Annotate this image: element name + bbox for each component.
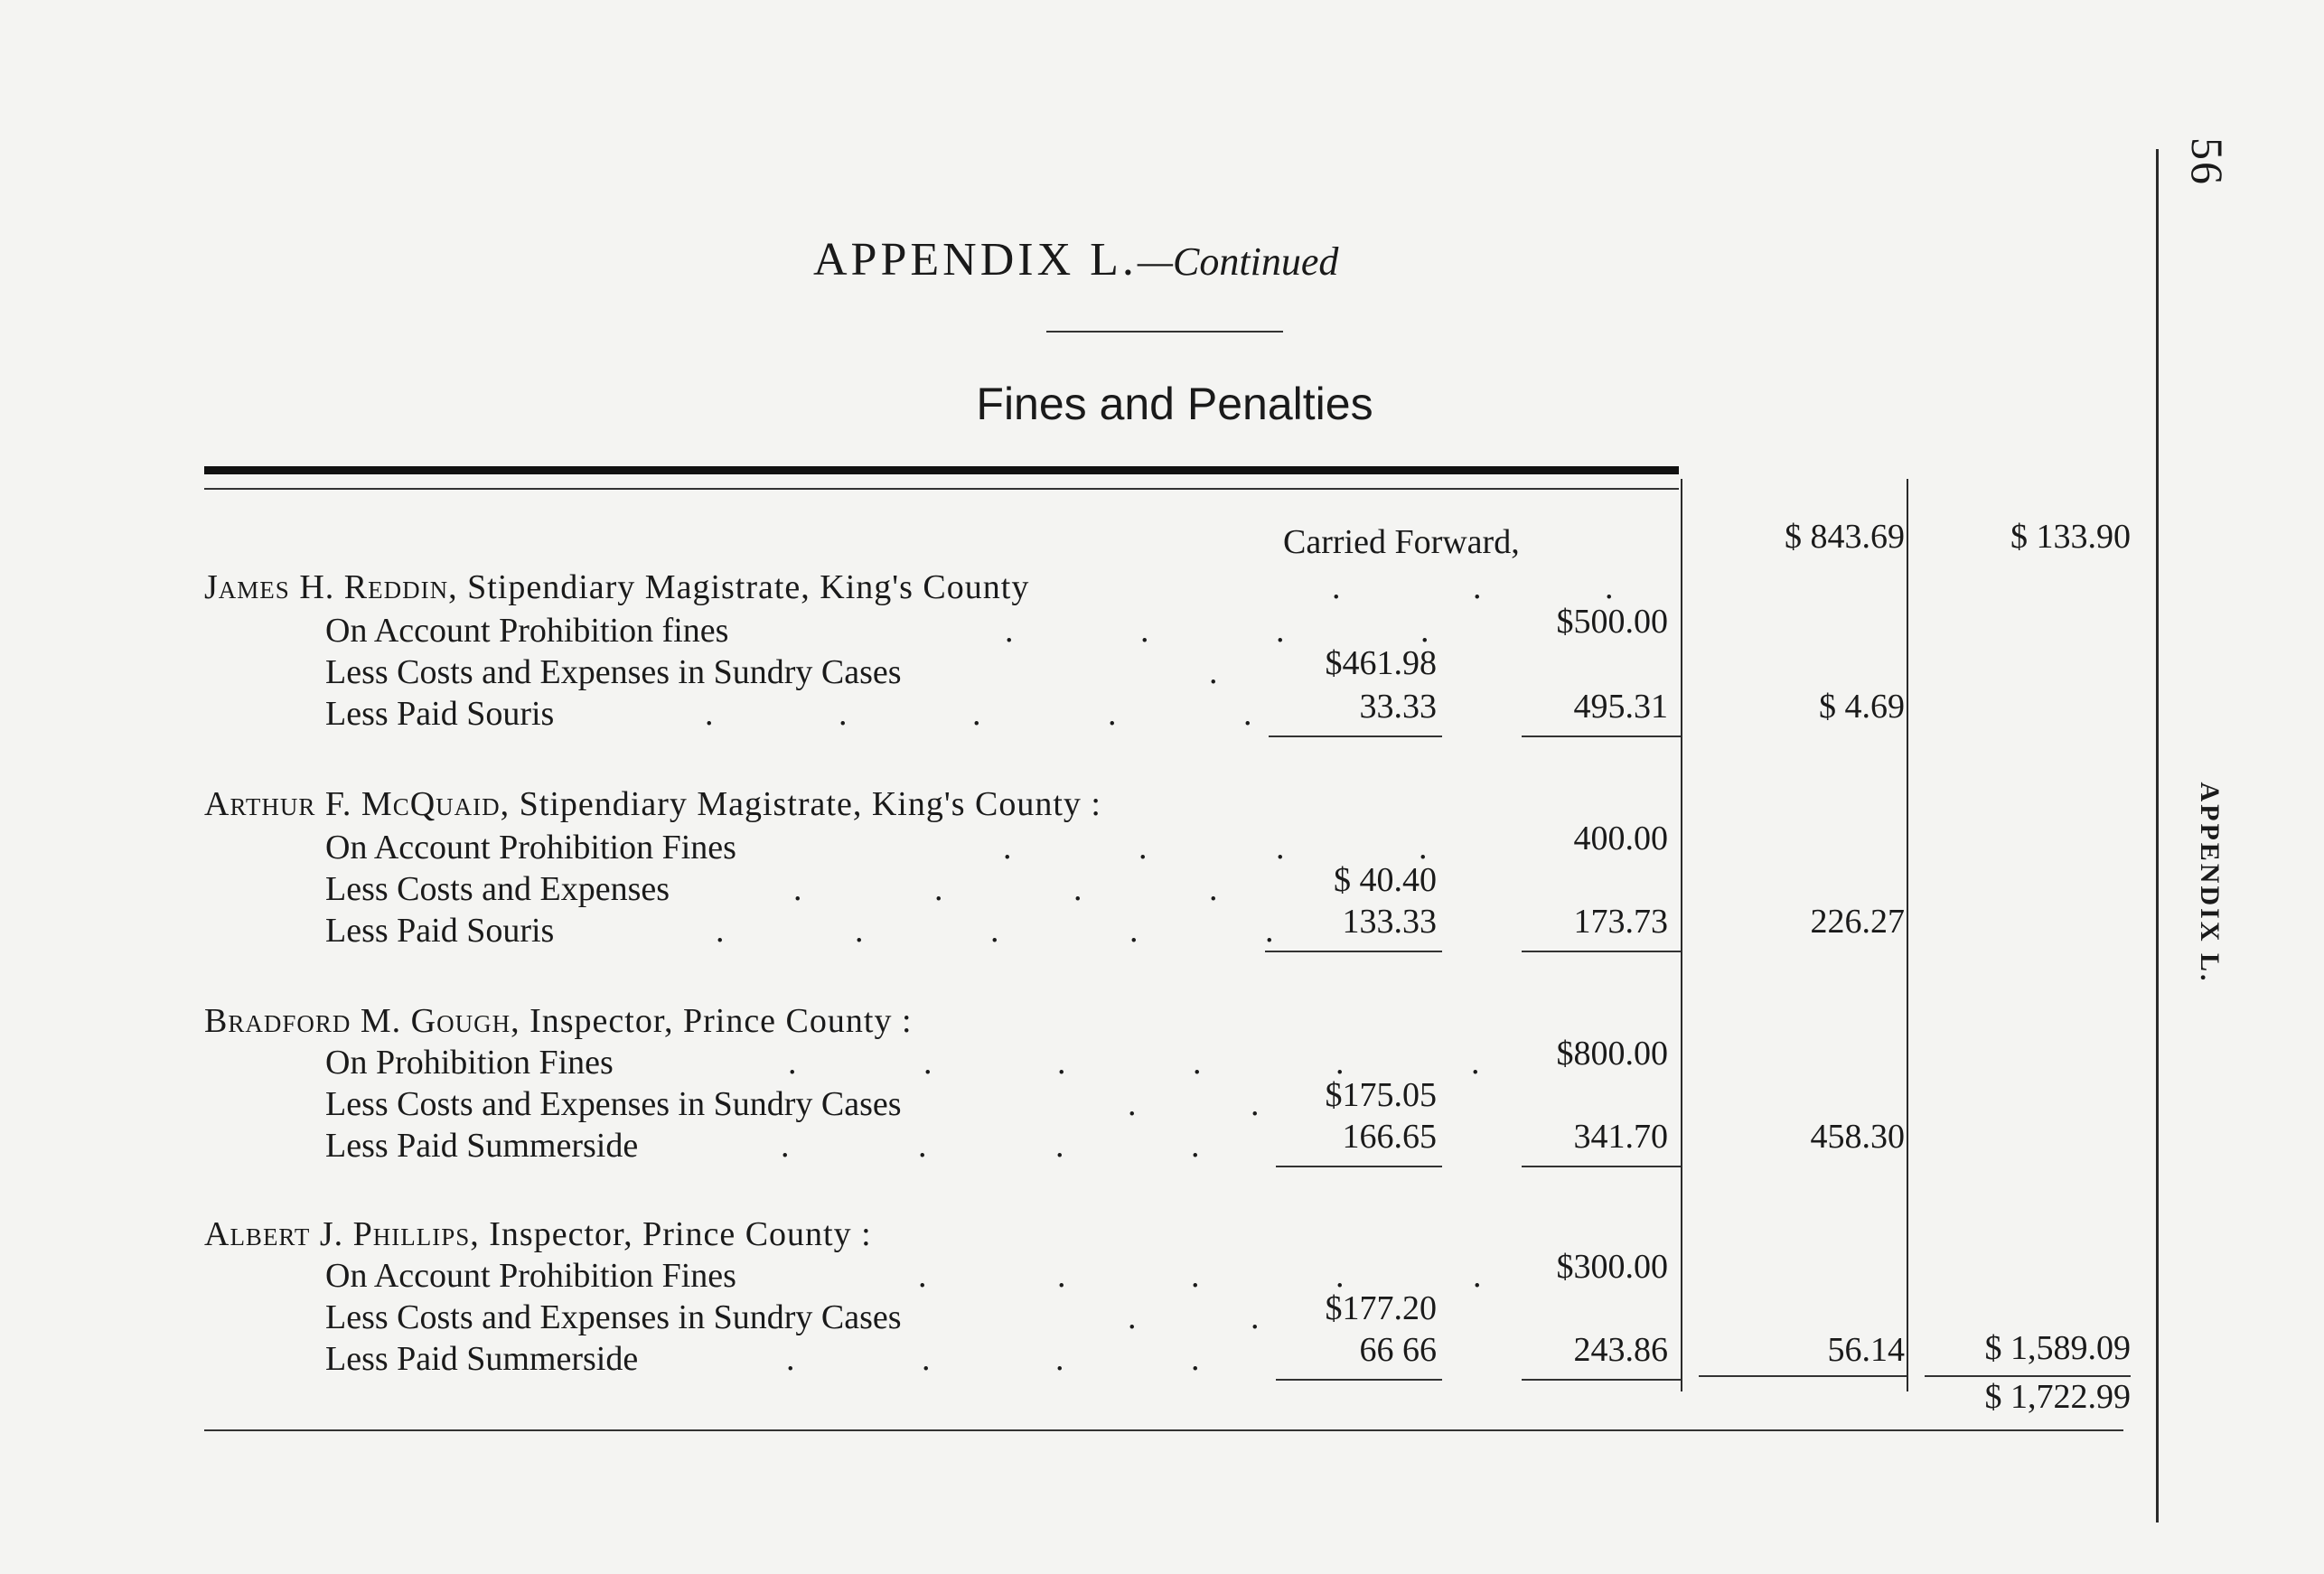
entry-title: Stipendiary Magistrate, King's County	[467, 568, 1030, 606]
entry-last-name: Reddin,	[343, 568, 458, 606]
line-amount: 166.65	[1342, 1118, 1437, 1156]
entry-title: Inspector, Prince County :	[489, 1215, 872, 1253]
leader-dot: .	[1128, 1085, 1137, 1123]
margin-rule	[2156, 149, 2159, 1522]
column-divider	[1907, 479, 1908, 1391]
line-net: 56.14	[1827, 1331, 1905, 1369]
table-top-thin-rule	[204, 488, 1679, 490]
heading-main: APPENDIX L.	[813, 234, 1138, 286]
leader-dot: .	[1265, 912, 1274, 950]
leader-dot: .	[918, 1257, 927, 1295]
line-label: Less Paid Souris	[325, 695, 555, 733]
leader-dot: .	[1005, 612, 1014, 650]
entry-heading	[204, 784, 1101, 824]
leader-dot: .	[934, 870, 943, 908]
amount-underline	[1269, 735, 1442, 737]
line-label: Less Costs and Expenses in Sundry Cases	[325, 653, 902, 691]
leader-dot: .	[786, 1340, 795, 1378]
amount-underline	[1522, 735, 1681, 737]
entry-last-name: Phillips,	[352, 1215, 480, 1253]
line-subtotal: 495.31	[1573, 688, 1668, 726]
leader-dot: .	[781, 1127, 790, 1165]
line-amount: 133.33	[1342, 903, 1437, 941]
carried-forward-col4: $ 133.90	[2010, 518, 2131, 556]
col4-sum: $ 1,589.09	[1984, 1329, 2131, 1367]
line-amount: $800.00	[1556, 1035, 1668, 1073]
leader-dot: .	[1057, 1257, 1066, 1295]
leader-dot: .	[793, 870, 802, 908]
leader-dot: .	[1276, 612, 1285, 650]
entry-initial: M.	[360, 1002, 402, 1040]
line-subtotal: 243.86	[1573, 1331, 1668, 1369]
line-amount: 400.00	[1573, 820, 1668, 857]
leader-dot: .	[1419, 829, 1428, 867]
leader-dot: .	[918, 1127, 927, 1165]
leader-dot: .	[1191, 1127, 1200, 1165]
line-amount: $500.00	[1556, 603, 1668, 641]
side-running-head: APPENDIX L.	[2195, 782, 2225, 984]
amount-underline	[1276, 1166, 1442, 1167]
entry-last-name: Gough,	[410, 1002, 520, 1040]
line-label: Less Costs and Expenses in Sundry Cases	[325, 1085, 902, 1123]
line-label: On Account Prohibition Fines	[325, 829, 736, 867]
amount-underline	[1522, 951, 1681, 952]
leader-dot: .	[1108, 695, 1117, 733]
amount-underline	[1276, 1379, 1442, 1381]
entry-first-name: Albert	[204, 1215, 311, 1253]
table-bottom-rule	[204, 1429, 2123, 1431]
grand-total: $ 1,722.99	[1984, 1378, 2131, 1416]
leader-dot: .	[1276, 829, 1285, 867]
leader-dot: .	[922, 1340, 931, 1378]
leader-dot: .	[1251, 1298, 1260, 1336]
entry-first-name: Arthur	[204, 785, 316, 823]
line-amount: $ 40.40	[1334, 861, 1437, 899]
line-subtotal: 341.70	[1573, 1118, 1668, 1156]
entry-first-name: Bradford	[204, 1002, 351, 1040]
line-amount: $461.98	[1325, 644, 1437, 682]
heading-divider	[1046, 331, 1283, 333]
leader-dot: .	[705, 695, 714, 733]
leader-dot: .	[1251, 1085, 1260, 1123]
line-amount: 66 66	[1359, 1331, 1437, 1369]
line-label: Less Paid Summerside	[325, 1127, 639, 1165]
leader-dot: .	[716, 912, 725, 950]
line-label: On Prohibition Fines	[325, 1044, 614, 1082]
line-label: On Account Prohibition Fines	[325, 1257, 736, 1295]
leader-dot: .	[855, 912, 864, 950]
line-net: 458.30	[1810, 1118, 1905, 1156]
leader-dot: .	[1057, 1044, 1066, 1082]
line-label: Less Costs and Expenses in Sundry Cases	[325, 1298, 902, 1336]
leader-dot: .	[1191, 1257, 1200, 1295]
entry-first-name: James	[204, 568, 290, 606]
entry-title: Stipendiary Magistrate, King's County :	[519, 785, 1101, 823]
leader-dot: .	[972, 695, 981, 733]
line-amount: 33.33	[1359, 688, 1437, 726]
page-heading	[813, 233, 1500, 286]
leader-dot: .	[923, 1044, 932, 1082]
line-amount: $177.20	[1325, 1289, 1437, 1327]
leader-dot: .	[1473, 568, 1482, 606]
line-net: $ 4.69	[1819, 688, 1905, 726]
line-label: Less Costs and Expenses	[325, 870, 670, 908]
entry-heading	[204, 1001, 913, 1041]
leader-dot: .	[1129, 912, 1139, 950]
leader-dot: .	[1473, 1257, 1482, 1295]
entry-initial: J.	[319, 1215, 344, 1253]
heading-continued: —Continued	[1137, 239, 1339, 284]
column-divider	[1681, 479, 1682, 1391]
entry-title: Inspector, Prince County :	[529, 1002, 913, 1040]
amount-underline	[1522, 1379, 1681, 1381]
line-amount: $300.00	[1556, 1248, 1668, 1286]
amount-underline	[1699, 1375, 1907, 1377]
entry-heading	[204, 567, 1029, 607]
leader-dot: .	[990, 912, 999, 950]
page-number: 56	[2182, 137, 2233, 186]
line-label: Less Paid Souris	[325, 912, 555, 950]
line-net: 226.27	[1810, 903, 1905, 941]
section-title: Fines and Penalties	[976, 379, 1373, 429]
table-top-thick-rule	[204, 466, 1679, 474]
leader-dot: .	[1055, 1127, 1064, 1165]
leader-dot: .	[1003, 829, 1012, 867]
leader-dot: .	[1191, 1340, 1200, 1378]
entry-initial: F.	[324, 785, 352, 823]
leader-dot: .	[1128, 1298, 1137, 1336]
leader-dot: .	[1055, 1340, 1064, 1378]
line-subtotal: 173.73	[1573, 903, 1668, 941]
leader-dot: .	[1605, 568, 1614, 606]
line-label: Less Paid Summerside	[325, 1340, 639, 1378]
leader-dot: .	[788, 1044, 797, 1082]
leader-dot: .	[1332, 568, 1341, 606]
carried-forward-label: Carried Forward,	[1283, 523, 1520, 561]
leader-dot: .	[1209, 653, 1218, 691]
entry-heading	[204, 1214, 872, 1254]
leader-dot: .	[1335, 1044, 1345, 1082]
leader-dot: .	[1420, 612, 1429, 650]
line-amount: $175.05	[1325, 1076, 1437, 1114]
leader-dot: .	[1209, 870, 1218, 908]
leader-dot: .	[1471, 1044, 1480, 1082]
amount-underline	[1265, 951, 1442, 952]
leader-dot: .	[1139, 829, 1148, 867]
entry-last-name: McQuaid,	[361, 785, 511, 823]
amount-underline	[1522, 1166, 1681, 1167]
entry-initial: H.	[299, 568, 335, 606]
leader-dot: .	[1335, 1257, 1345, 1295]
leader-dot: .	[839, 695, 848, 733]
line-label: On Account Prohibition fines	[325, 612, 729, 650]
carried-forward-col3: $ 843.69	[1785, 518, 1905, 556]
leader-dot: .	[1140, 612, 1149, 650]
leader-dot: .	[1193, 1044, 1202, 1082]
leader-dot: .	[1073, 870, 1082, 908]
leader-dot: .	[1243, 695, 1252, 733]
